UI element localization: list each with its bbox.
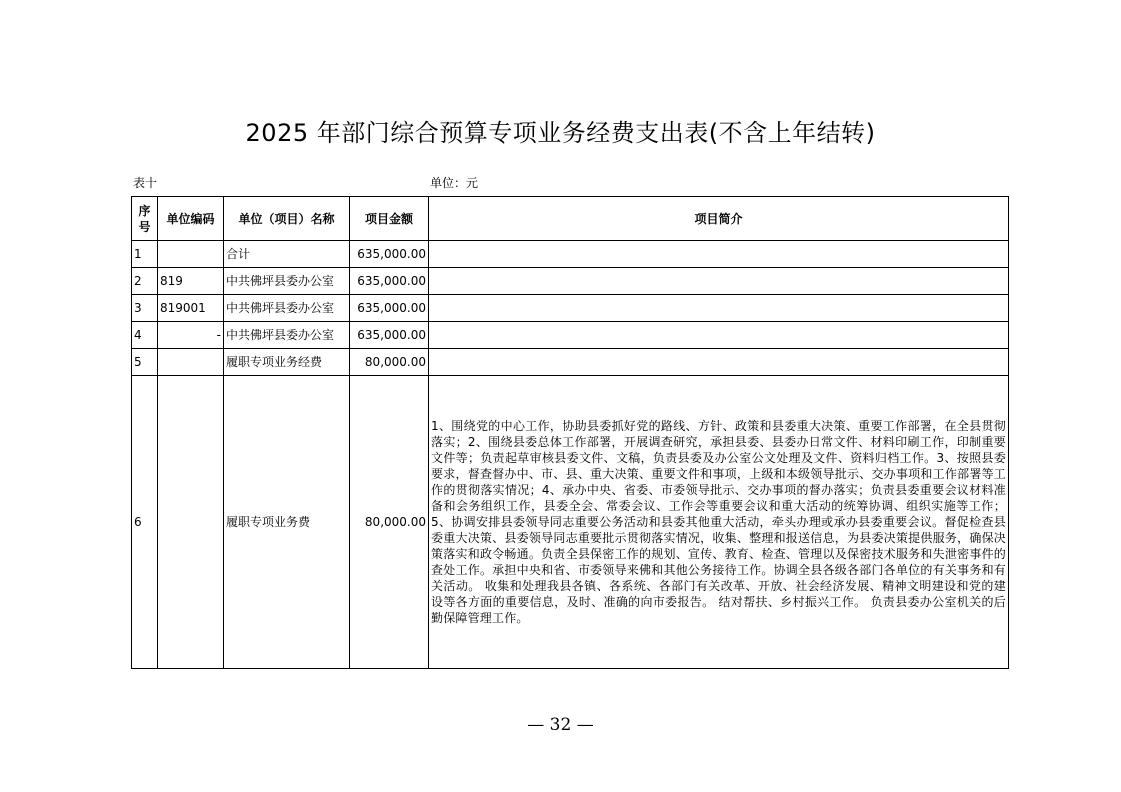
header-seq: 序号 — [132, 197, 158, 241]
page-number: — 32 — — [527, 715, 594, 735]
cell-code: 819 — [158, 268, 224, 295]
table-row — [132, 268, 1009, 295]
cell-amount: 80,000.00 — [350, 376, 429, 669]
cell-name: 履职专项业务经费 — [224, 349, 350, 376]
cell-code — [158, 349, 224, 376]
cell-seq: 2 — [132, 268, 158, 295]
cell-name: 履职专项业务费 — [224, 376, 350, 669]
table-row — [132, 295, 1009, 322]
cell-code — [158, 376, 224, 669]
cell-code — [158, 241, 224, 268]
cell-description — [429, 295, 1009, 322]
cell-name: 中共佛坪县委办公室 — [224, 322, 350, 349]
cell-seq: 1 — [132, 241, 158, 268]
cell-seq: 6 — [132, 376, 158, 669]
header-description: 项目简介 — [429, 197, 1009, 241]
cell-name: 中共佛坪县委办公室 — [224, 268, 350, 295]
cell-amount: 80,000.00 — [350, 349, 429, 376]
table-row — [132, 376, 1009, 669]
cell-amount: 635,000.00 — [350, 268, 429, 295]
cell-amount: 635,000.00 — [350, 322, 429, 349]
header-code: 单位编码 — [158, 197, 224, 241]
table-row — [132, 322, 1009, 349]
cell-code: - — [158, 322, 224, 349]
cell-seq: 4 — [132, 322, 158, 349]
cell-description — [429, 322, 1009, 349]
cell-name: 中共佛坪县委办公室 — [224, 295, 350, 322]
cell-amount: 635,000.00 — [350, 241, 429, 268]
header-amount: 项目金额 — [350, 197, 429, 241]
cell-description — [429, 349, 1009, 376]
header-name: 单位（项目）名称 — [224, 197, 350, 241]
cell-description: 1、围绕党的中心工作，协助县委抓好党的路线、方针、政策和县委重大决策、重要工作部署，在全县贯彻落实；2、围绕县委总体工作部署，开展调查研究，承担县委、县委办日常文件、材料印刷工作，印制重要文件等；负责起草审核县委文件、文稿，负责县委及办公室公文处理及文件、资料归档工作。3、按照县委要求，督查督办中、市、县、重大决策、重要文件和事项，上级和本级领导批示、交办事项和工作部署等工作的贯彻落实情况；4、承办中央、省委、市委领导批示、交办事项的督办落实；负责县委重要会议材料准备和会务组织工作，县委全会、常委会议、工作会等重要会议和重大活动的统筹协调、组织实施等工作；5、协调安排县委领导同志重要公务活动和县委其他重大活动，牵头办理或承办县委重要会议。督促检查县委重大决策、县委领导同志重要批示贯彻落实情况，收集、整理和报送信息，为县委决策提供服务，确保决策落实和政令畅通。负责全县保密工作的规划、宣传、教育、检查、管理以及保密技术服务和失泄密事件的查处工作。承担中央和省、市委领导来佛和其他公务接待工作。协调全县各级各部门各单位的有关事务和有关活动。 收集和处理我县各镇、各系统、各部门有关改革、开放、社会经济发展、精神文明建设和党的建设等各方面的重要信息，及时、准确的向市委报告。 结对帮扶、乡村振兴工作。 负责县委办公室机关的后勤保障管理工作。 — [429, 376, 1009, 669]
cell-description — [429, 241, 1009, 268]
cell-seq: 3 — [132, 295, 158, 322]
cell-code: 819001 — [158, 295, 224, 322]
cell-description — [429, 268, 1009, 295]
unit-label: 单位：元 — [430, 176, 479, 190]
table-label: 表十 — [133, 176, 158, 190]
cell-amount: 635,000.00 — [350, 295, 429, 322]
cell-name: 合计 — [224, 241, 350, 268]
budget-table — [131, 196, 1009, 669]
cell-seq: 5 — [132, 349, 158, 376]
table-row — [132, 349, 1009, 376]
table-row — [132, 241, 1009, 268]
page-title: 2025 年部门综合预算专项业务经费支出表(不含上年结转) — [245, 119, 876, 147]
table-header-row — [132, 197, 1009, 241]
